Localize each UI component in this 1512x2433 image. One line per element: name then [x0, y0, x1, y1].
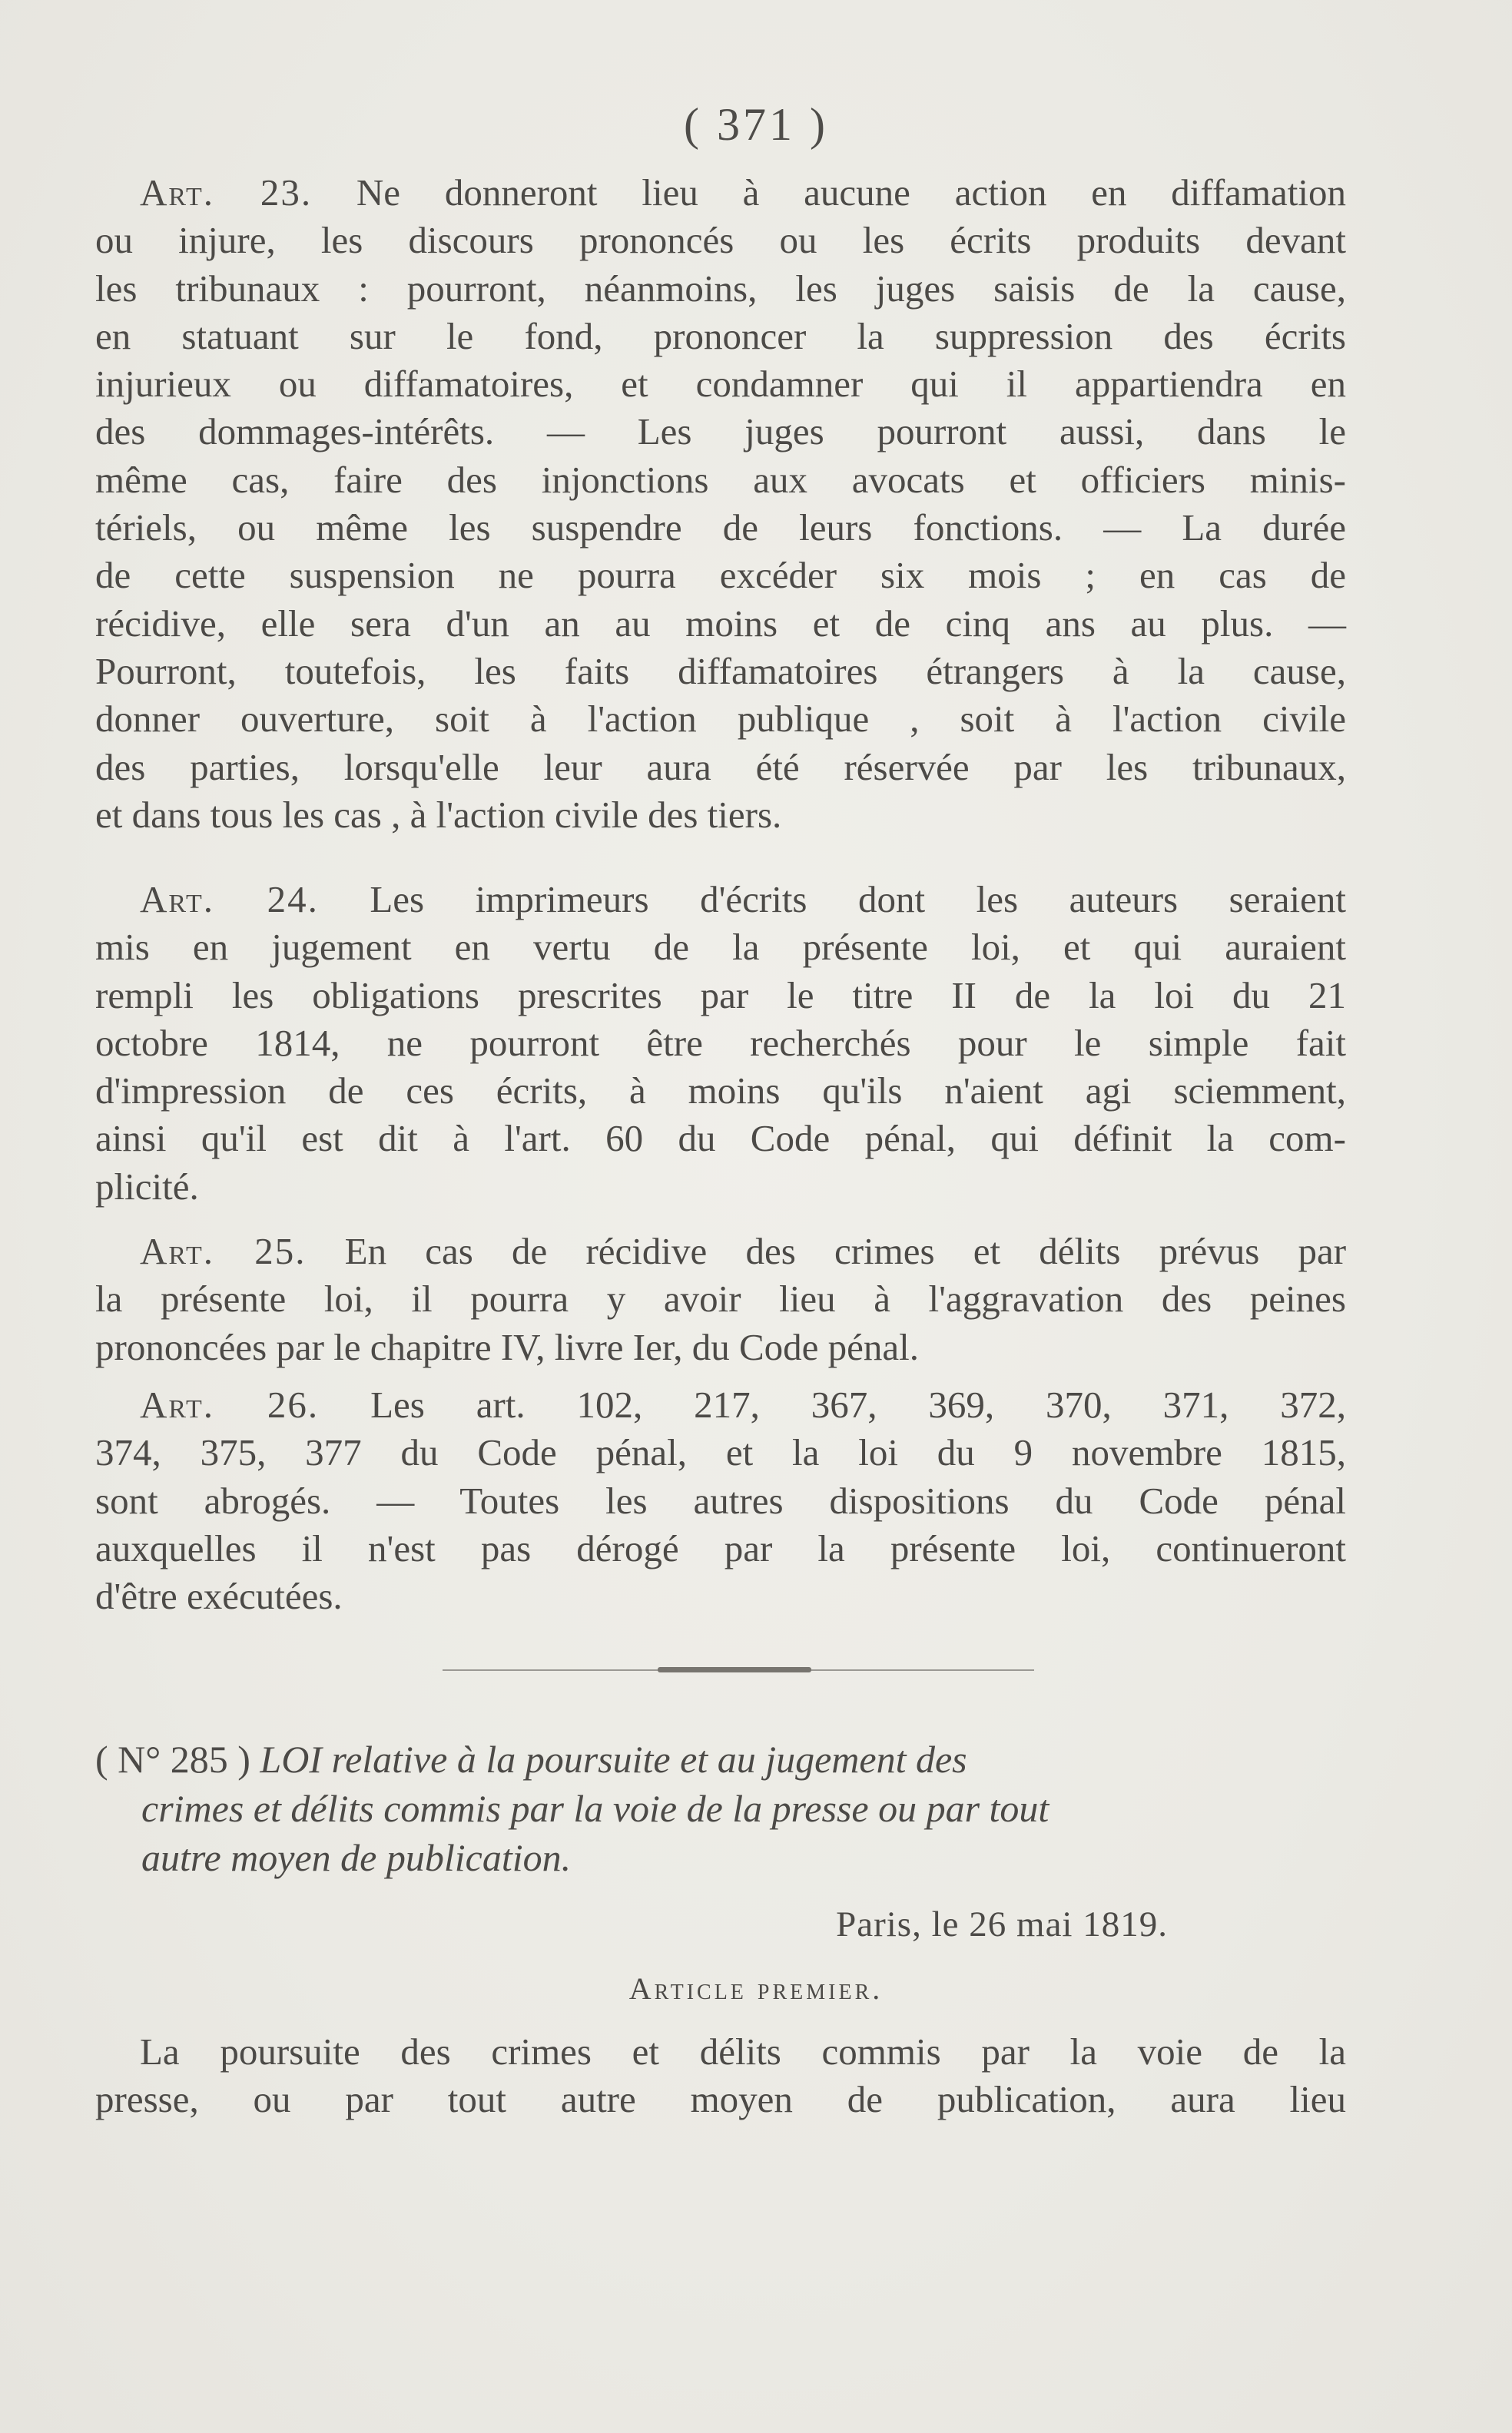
article-24-line: octobre 1814, ne pourront être recherchés pour le simple fait: [95, 1021, 1346, 1064]
article-23-line: de cette suspension ne pourra excéder six mois ; en cas de: [95, 554, 1346, 597]
article-26-label: Art. 26.: [140, 1384, 320, 1426]
article-26-line: d'être exécutées.: [95, 1575, 343, 1618]
article-24-line: plicité.: [95, 1165, 199, 1208]
section-divider-ornament: [658, 1667, 811, 1672]
law-title-line: crimes et délits commis par la voie de la presse ou par tout: [141, 1787, 1049, 1830]
article-25-line-1: Art. 25. En cas de récidive des crimes et délits prévus par: [140, 1230, 1347, 1272]
article-23-line: et dans tous les cas , à l'action civile des tiers.: [95, 793, 782, 836]
article-26-line: 374, 375, 377 du Code pénal, et la loi du 9 novembre 1815,: [95, 1431, 1346, 1474]
article-1-line: presse, ou par tout autre moyen de publication, aura lieu: [95, 2078, 1346, 2121]
article-23: [95, 169, 1346, 839]
article-23-line: même cas, faire des injonctions aux avocats et officiers minis-: [95, 458, 1346, 501]
law-heading: [95, 1735, 1346, 1882]
article-26-line-1: Art. 26. Les art. 102, 217, 367, 369, 370, 371, 372,: [140, 1384, 1347, 1426]
article-23-line-1: Art. 23. Ne donneront lieu à aucune action en diffamation: [140, 171, 1347, 214]
article-1-body: [95, 2028, 1346, 2124]
article-24-line-1: Art. 24. Les imprimeurs d'écrits dont les auteurs seraient: [140, 878, 1347, 920]
law-title-line: autre moyen de publication.: [141, 1836, 572, 1879]
law-date: Paris, le 26 mai 1819.: [836, 1904, 1168, 1944]
article-24-line: rempli les obligations prescrites par le titre II de la loi du 21: [95, 973, 1346, 1016]
article-25-line: la présente loi, il pourra y avoir lieu à l'aggravation des peines: [95, 1278, 1346, 1321]
article-23-label: Art. 23.: [140, 171, 313, 214]
article-25-label: Art. 25.: [140, 1230, 307, 1272]
article-24-line: d'impression de ces écrits, à moins qu'ils n'aient agi sciemment,: [95, 1069, 1346, 1112]
article-26-line: auxquelles il n'est pas dérogé par la présente loi, continueront: [95, 1526, 1346, 1570]
article-23-line: des dommages-intérêts. — Les juges pourront aussi, dans le: [95, 410, 1346, 453]
article-26-line: sont abrogés. — Toutes les autres dispositions du Code pénal: [95, 1479, 1346, 1522]
article-23-line: Pourront, toutefois, les faits diffamatoires étrangers à la cause,: [95, 649, 1346, 692]
article-23-line: injurieux ou diffamatoires, et condamner qui il appartiendra en: [95, 363, 1346, 406]
article-25-line: prononcées par le chapitre IV, livre Ier, du Code pénal.: [95, 1325, 919, 1368]
article-1-line: La poursuite des crimes et délits commis par la voie de la: [140, 2030, 1346, 2073]
law-number: ( N° 285 ): [95, 1738, 250, 1781]
article-23-line: ou injure, les discours prononcés ou les écrits produits devant: [95, 219, 1346, 262]
law-title: LOI relative à la poursuite et au jugement des: [260, 1738, 967, 1781]
article-23-line: donner ouverture, soit à l'action publique , soit à l'action civile: [95, 698, 1346, 741]
article-23-line: en statuant sur le fond, prononcer la suppression des écrits: [95, 314, 1346, 357]
article-24-line: ainsi qu'il est dit à l'art. 60 du Code pénal, qui définit la com-: [95, 1117, 1346, 1160]
article-24-label: Art. 24.: [140, 878, 319, 920]
article-24-line: mis en jugement en vertu de la présente loi, et qui auraient: [95, 926, 1346, 969]
article-23-line: récidive, elle sera d'un an au moins et de cinq ans au plus. —: [95, 602, 1346, 645]
article-23-line: les tribunaux : pourront, néanmoins, les juges saisis de la cause,: [95, 267, 1346, 310]
page-number: ( 371 ): [684, 99, 828, 150]
law-heading-line-1: [95, 1735, 1346, 1784]
article-26: [95, 1381, 1346, 1620]
article-title: Article premier.: [628, 1971, 884, 2006]
article-25: [95, 1228, 1346, 1371]
article-23-line: tériels, ou même les suspendre de leurs fonctions. — La durée: [95, 506, 1346, 549]
article-23-line: des parties, lorsqu'elle leur aura été réservée par les tribunaux,: [95, 745, 1346, 788]
article-24: [95, 876, 1346, 1211]
